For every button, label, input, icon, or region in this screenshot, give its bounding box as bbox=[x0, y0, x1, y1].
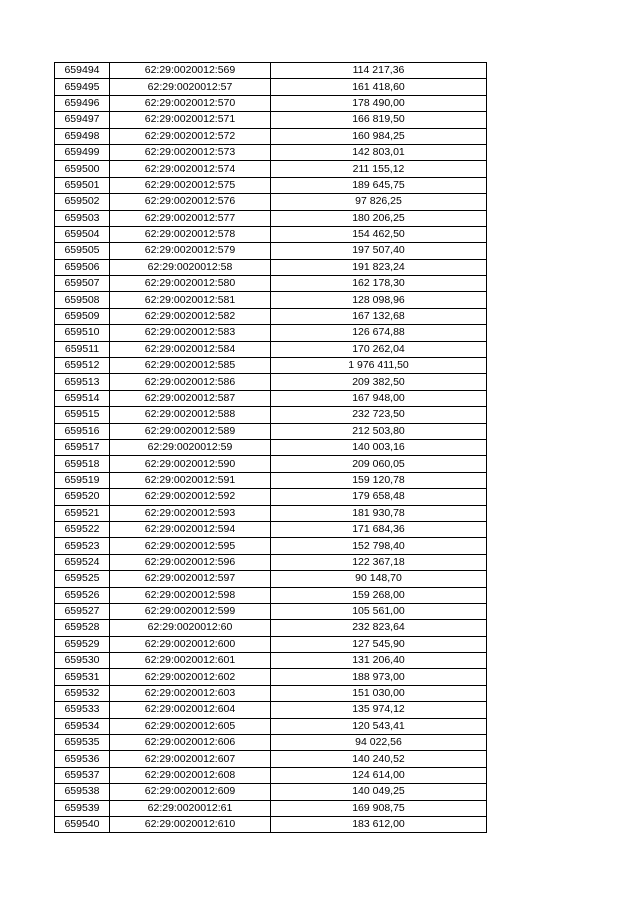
row-number-cell: 659539 bbox=[55, 800, 110, 816]
value-cell: 151 030,00 bbox=[271, 685, 487, 701]
table-row bbox=[55, 358, 487, 374]
cadastral-number-cell: 62:29:0020012:609 bbox=[110, 784, 271, 800]
table-row bbox=[55, 128, 487, 144]
cadastral-number-cell: 62:29:0020012:598 bbox=[110, 587, 271, 603]
table-row bbox=[55, 308, 487, 324]
value-cell: 160 984,25 bbox=[271, 128, 487, 144]
cadastral-number-cell: 62:29:0020012:61 bbox=[110, 800, 271, 816]
table-row bbox=[55, 374, 487, 390]
table-row bbox=[55, 161, 487, 177]
row-number-cell: 659534 bbox=[55, 718, 110, 734]
value-cell: 167 132,68 bbox=[271, 308, 487, 324]
table-row bbox=[55, 767, 487, 783]
value-cell: 178 490,00 bbox=[271, 95, 487, 111]
cadastral-number-cell: 62:29:0020012:571 bbox=[110, 112, 271, 128]
row-number-cell: 659498 bbox=[55, 128, 110, 144]
value-cell: 188 973,00 bbox=[271, 669, 487, 685]
table-row bbox=[55, 226, 487, 242]
value-cell: 127 545,90 bbox=[271, 636, 487, 652]
table-row bbox=[55, 292, 487, 308]
table-row bbox=[55, 456, 487, 472]
table-row bbox=[55, 603, 487, 619]
table-row bbox=[55, 194, 487, 210]
cadastral-number-cell: 62:29:0020012:570 bbox=[110, 95, 271, 111]
value-cell: 181 930,78 bbox=[271, 505, 487, 521]
cadastral-number-cell: 62:29:0020012:607 bbox=[110, 751, 271, 767]
row-number-cell: 659535 bbox=[55, 735, 110, 751]
row-number-cell: 659538 bbox=[55, 784, 110, 800]
table-row bbox=[55, 538, 487, 554]
value-cell: 142 803,01 bbox=[271, 144, 487, 160]
cadastral-number-cell: 62:29:0020012:59 bbox=[110, 439, 271, 455]
row-number-cell: 659517 bbox=[55, 439, 110, 455]
cadastral-number-cell: 62:29:0020012:588 bbox=[110, 407, 271, 423]
value-cell: 167 948,00 bbox=[271, 390, 487, 406]
value-cell: 122 367,18 bbox=[271, 554, 487, 570]
table-row bbox=[55, 751, 487, 767]
value-cell: 209 060,05 bbox=[271, 456, 487, 472]
table-row bbox=[55, 407, 487, 423]
value-cell: 131 206,40 bbox=[271, 653, 487, 669]
cadastral-number-cell: 62:29:0020012:574 bbox=[110, 161, 271, 177]
row-number-cell: 659528 bbox=[55, 620, 110, 636]
value-cell: 159 120,78 bbox=[271, 472, 487, 488]
table-row bbox=[55, 784, 487, 800]
table-row bbox=[55, 800, 487, 816]
cadastral-number-cell: 62:29:0020012:602 bbox=[110, 669, 271, 685]
row-number-cell: 659496 bbox=[55, 95, 110, 111]
value-cell: 189 645,75 bbox=[271, 177, 487, 193]
value-cell: 166 819,50 bbox=[271, 112, 487, 128]
row-number-cell: 659513 bbox=[55, 374, 110, 390]
table-row bbox=[55, 669, 487, 685]
cadastral-number-cell: 62:29:0020012:58 bbox=[110, 259, 271, 275]
row-number-cell: 659518 bbox=[55, 456, 110, 472]
row-number-cell: 659505 bbox=[55, 243, 110, 259]
row-number-cell: 659509 bbox=[55, 308, 110, 324]
value-cell: 159 268,00 bbox=[271, 587, 487, 603]
cadastral-number-cell: 62:29:0020012:572 bbox=[110, 128, 271, 144]
table-row bbox=[55, 571, 487, 587]
table-row bbox=[55, 341, 487, 357]
value-cell: 135 974,12 bbox=[271, 702, 487, 718]
value-cell: 94 022,56 bbox=[271, 735, 487, 751]
value-cell: 197 507,40 bbox=[271, 243, 487, 259]
row-number-cell: 659512 bbox=[55, 358, 110, 374]
cadastral-number-cell: 62:29:0020012:603 bbox=[110, 685, 271, 701]
value-cell: 90 148,70 bbox=[271, 571, 487, 587]
cadastral-number-cell: 62:29:0020012:592 bbox=[110, 489, 271, 505]
value-cell: 97 826,25 bbox=[271, 194, 487, 210]
table-row bbox=[55, 735, 487, 751]
cadastral-number-cell: 62:29:0020012:590 bbox=[110, 456, 271, 472]
row-number-cell: 659533 bbox=[55, 702, 110, 718]
row-number-cell: 659501 bbox=[55, 177, 110, 193]
table-row bbox=[55, 702, 487, 718]
table-row bbox=[55, 243, 487, 259]
row-number-cell: 659514 bbox=[55, 390, 110, 406]
table-row bbox=[55, 390, 487, 406]
table-row bbox=[55, 521, 487, 537]
cadastral-number-cell: 62:29:0020012:595 bbox=[110, 538, 271, 554]
value-cell: 126 674,88 bbox=[271, 325, 487, 341]
value-cell: 154 462,50 bbox=[271, 226, 487, 242]
value-cell: 179 658,48 bbox=[271, 489, 487, 505]
row-number-cell: 659499 bbox=[55, 144, 110, 160]
row-number-cell: 659526 bbox=[55, 587, 110, 603]
value-cell: 114 217,36 bbox=[271, 63, 487, 79]
row-number-cell: 659537 bbox=[55, 767, 110, 783]
cadastral-number-cell: 62:29:0020012:608 bbox=[110, 767, 271, 783]
cadastral-number-cell: 62:29:0020012:610 bbox=[110, 816, 271, 832]
cadastral-number-cell: 62:29:0020012:605 bbox=[110, 718, 271, 734]
value-cell: 180 206,25 bbox=[271, 210, 487, 226]
row-number-cell: 659507 bbox=[55, 276, 110, 292]
cadastral-number-cell: 62:29:0020012:578 bbox=[110, 226, 271, 242]
value-cell: 209 382,50 bbox=[271, 374, 487, 390]
value-cell: 232 723,50 bbox=[271, 407, 487, 423]
row-number-cell: 659495 bbox=[55, 79, 110, 95]
cadastral-number-cell: 62:29:0020012:591 bbox=[110, 472, 271, 488]
row-number-cell: 659510 bbox=[55, 325, 110, 341]
cadastral-number-cell: 62:29:0020012:584 bbox=[110, 341, 271, 357]
row-number-cell: 659520 bbox=[55, 489, 110, 505]
cadastral-number-cell: 62:29:0020012:583 bbox=[110, 325, 271, 341]
cadastral-number-cell: 62:29:0020012:587 bbox=[110, 390, 271, 406]
cadastral-value-table bbox=[54, 62, 487, 833]
cadastral-number-cell: 62:29:0020012:593 bbox=[110, 505, 271, 521]
value-cell: 171 684,36 bbox=[271, 521, 487, 537]
row-number-cell: 659531 bbox=[55, 669, 110, 685]
value-cell: 140 049,25 bbox=[271, 784, 487, 800]
value-cell: 140 003,16 bbox=[271, 439, 487, 455]
row-number-cell: 659519 bbox=[55, 472, 110, 488]
value-cell: 212 503,80 bbox=[271, 423, 487, 439]
row-number-cell: 659532 bbox=[55, 685, 110, 701]
value-cell: 120 543,41 bbox=[271, 718, 487, 734]
table-row bbox=[55, 210, 487, 226]
value-cell: 211 155,12 bbox=[271, 161, 487, 177]
table-row bbox=[55, 439, 487, 455]
cadastral-number-cell: 62:29:0020012:579 bbox=[110, 243, 271, 259]
row-number-cell: 659536 bbox=[55, 751, 110, 767]
table-row bbox=[55, 177, 487, 193]
cadastral-number-cell: 62:29:0020012:597 bbox=[110, 571, 271, 587]
cadastral-number-cell: 62:29:0020012:60 bbox=[110, 620, 271, 636]
value-cell: 232 823,64 bbox=[271, 620, 487, 636]
row-number-cell: 659504 bbox=[55, 226, 110, 242]
table-row bbox=[55, 587, 487, 603]
table-row bbox=[55, 423, 487, 439]
row-number-cell: 659502 bbox=[55, 194, 110, 210]
row-number-cell: 659506 bbox=[55, 259, 110, 275]
value-cell: 105 561,00 bbox=[271, 603, 487, 619]
table-row bbox=[55, 95, 487, 111]
row-number-cell: 659494 bbox=[55, 63, 110, 79]
value-cell: 124 614,00 bbox=[271, 767, 487, 783]
table-row bbox=[55, 685, 487, 701]
table-row bbox=[55, 718, 487, 734]
cadastral-number-cell: 62:29:0020012:586 bbox=[110, 374, 271, 390]
value-cell: 152 798,40 bbox=[271, 538, 487, 554]
cadastral-number-cell: 62:29:0020012:57 bbox=[110, 79, 271, 95]
row-number-cell: 659515 bbox=[55, 407, 110, 423]
table-row bbox=[55, 554, 487, 570]
table-row bbox=[55, 259, 487, 275]
value-cell: 128 098,96 bbox=[271, 292, 487, 308]
table-row bbox=[55, 79, 487, 95]
table-row bbox=[55, 112, 487, 128]
cadastral-number-cell: 62:29:0020012:596 bbox=[110, 554, 271, 570]
table-row bbox=[55, 144, 487, 160]
value-cell: 170 262,04 bbox=[271, 341, 487, 357]
table-row bbox=[55, 653, 487, 669]
value-cell: 183 612,00 bbox=[271, 816, 487, 832]
table-row bbox=[55, 472, 487, 488]
cadastral-number-cell: 62:29:0020012:600 bbox=[110, 636, 271, 652]
table-row bbox=[55, 325, 487, 341]
table-row bbox=[55, 816, 487, 832]
row-number-cell: 659511 bbox=[55, 341, 110, 357]
cadastral-number-cell: 62:29:0020012:569 bbox=[110, 63, 271, 79]
row-number-cell: 659540 bbox=[55, 816, 110, 832]
row-number-cell: 659503 bbox=[55, 210, 110, 226]
value-cell: 140 240,52 bbox=[271, 751, 487, 767]
row-number-cell: 659525 bbox=[55, 571, 110, 587]
row-number-cell: 659508 bbox=[55, 292, 110, 308]
value-cell: 161 418,60 bbox=[271, 79, 487, 95]
value-cell: 191 823,24 bbox=[271, 259, 487, 275]
table-row bbox=[55, 276, 487, 292]
row-number-cell: 659524 bbox=[55, 554, 110, 570]
table-row bbox=[55, 636, 487, 652]
value-cell: 1 976 411,50 bbox=[271, 358, 487, 374]
row-number-cell: 659527 bbox=[55, 603, 110, 619]
row-number-cell: 659500 bbox=[55, 161, 110, 177]
cadastral-number-cell: 62:29:0020012:589 bbox=[110, 423, 271, 439]
cadastral-number-cell: 62:29:0020012:575 bbox=[110, 177, 271, 193]
cadastral-number-cell: 62:29:0020012:601 bbox=[110, 653, 271, 669]
row-number-cell: 659529 bbox=[55, 636, 110, 652]
cadastral-number-cell: 62:29:0020012:582 bbox=[110, 308, 271, 324]
cadastral-number-cell: 62:29:0020012:576 bbox=[110, 194, 271, 210]
row-number-cell: 659530 bbox=[55, 653, 110, 669]
cadastral-number-cell: 62:29:0020012:606 bbox=[110, 735, 271, 751]
cadastral-number-cell: 62:29:0020012:604 bbox=[110, 702, 271, 718]
cadastral-number-cell: 62:29:0020012:581 bbox=[110, 292, 271, 308]
table-row bbox=[55, 63, 487, 79]
table-row bbox=[55, 489, 487, 505]
cadastral-number-cell: 62:29:0020012:580 bbox=[110, 276, 271, 292]
table-body bbox=[55, 63, 487, 833]
row-number-cell: 659523 bbox=[55, 538, 110, 554]
value-cell: 162 178,30 bbox=[271, 276, 487, 292]
row-number-cell: 659521 bbox=[55, 505, 110, 521]
cadastral-number-cell: 62:29:0020012:577 bbox=[110, 210, 271, 226]
cadastral-number-cell: 62:29:0020012:585 bbox=[110, 358, 271, 374]
table-row bbox=[55, 620, 487, 636]
cadastral-number-cell: 62:29:0020012:599 bbox=[110, 603, 271, 619]
row-number-cell: 659516 bbox=[55, 423, 110, 439]
row-number-cell: 659497 bbox=[55, 112, 110, 128]
value-cell: 169 908,75 bbox=[271, 800, 487, 816]
table-row bbox=[55, 505, 487, 521]
row-number-cell: 659522 bbox=[55, 521, 110, 537]
cadastral-number-cell: 62:29:0020012:594 bbox=[110, 521, 271, 537]
cadastral-number-cell: 62:29:0020012:573 bbox=[110, 144, 271, 160]
